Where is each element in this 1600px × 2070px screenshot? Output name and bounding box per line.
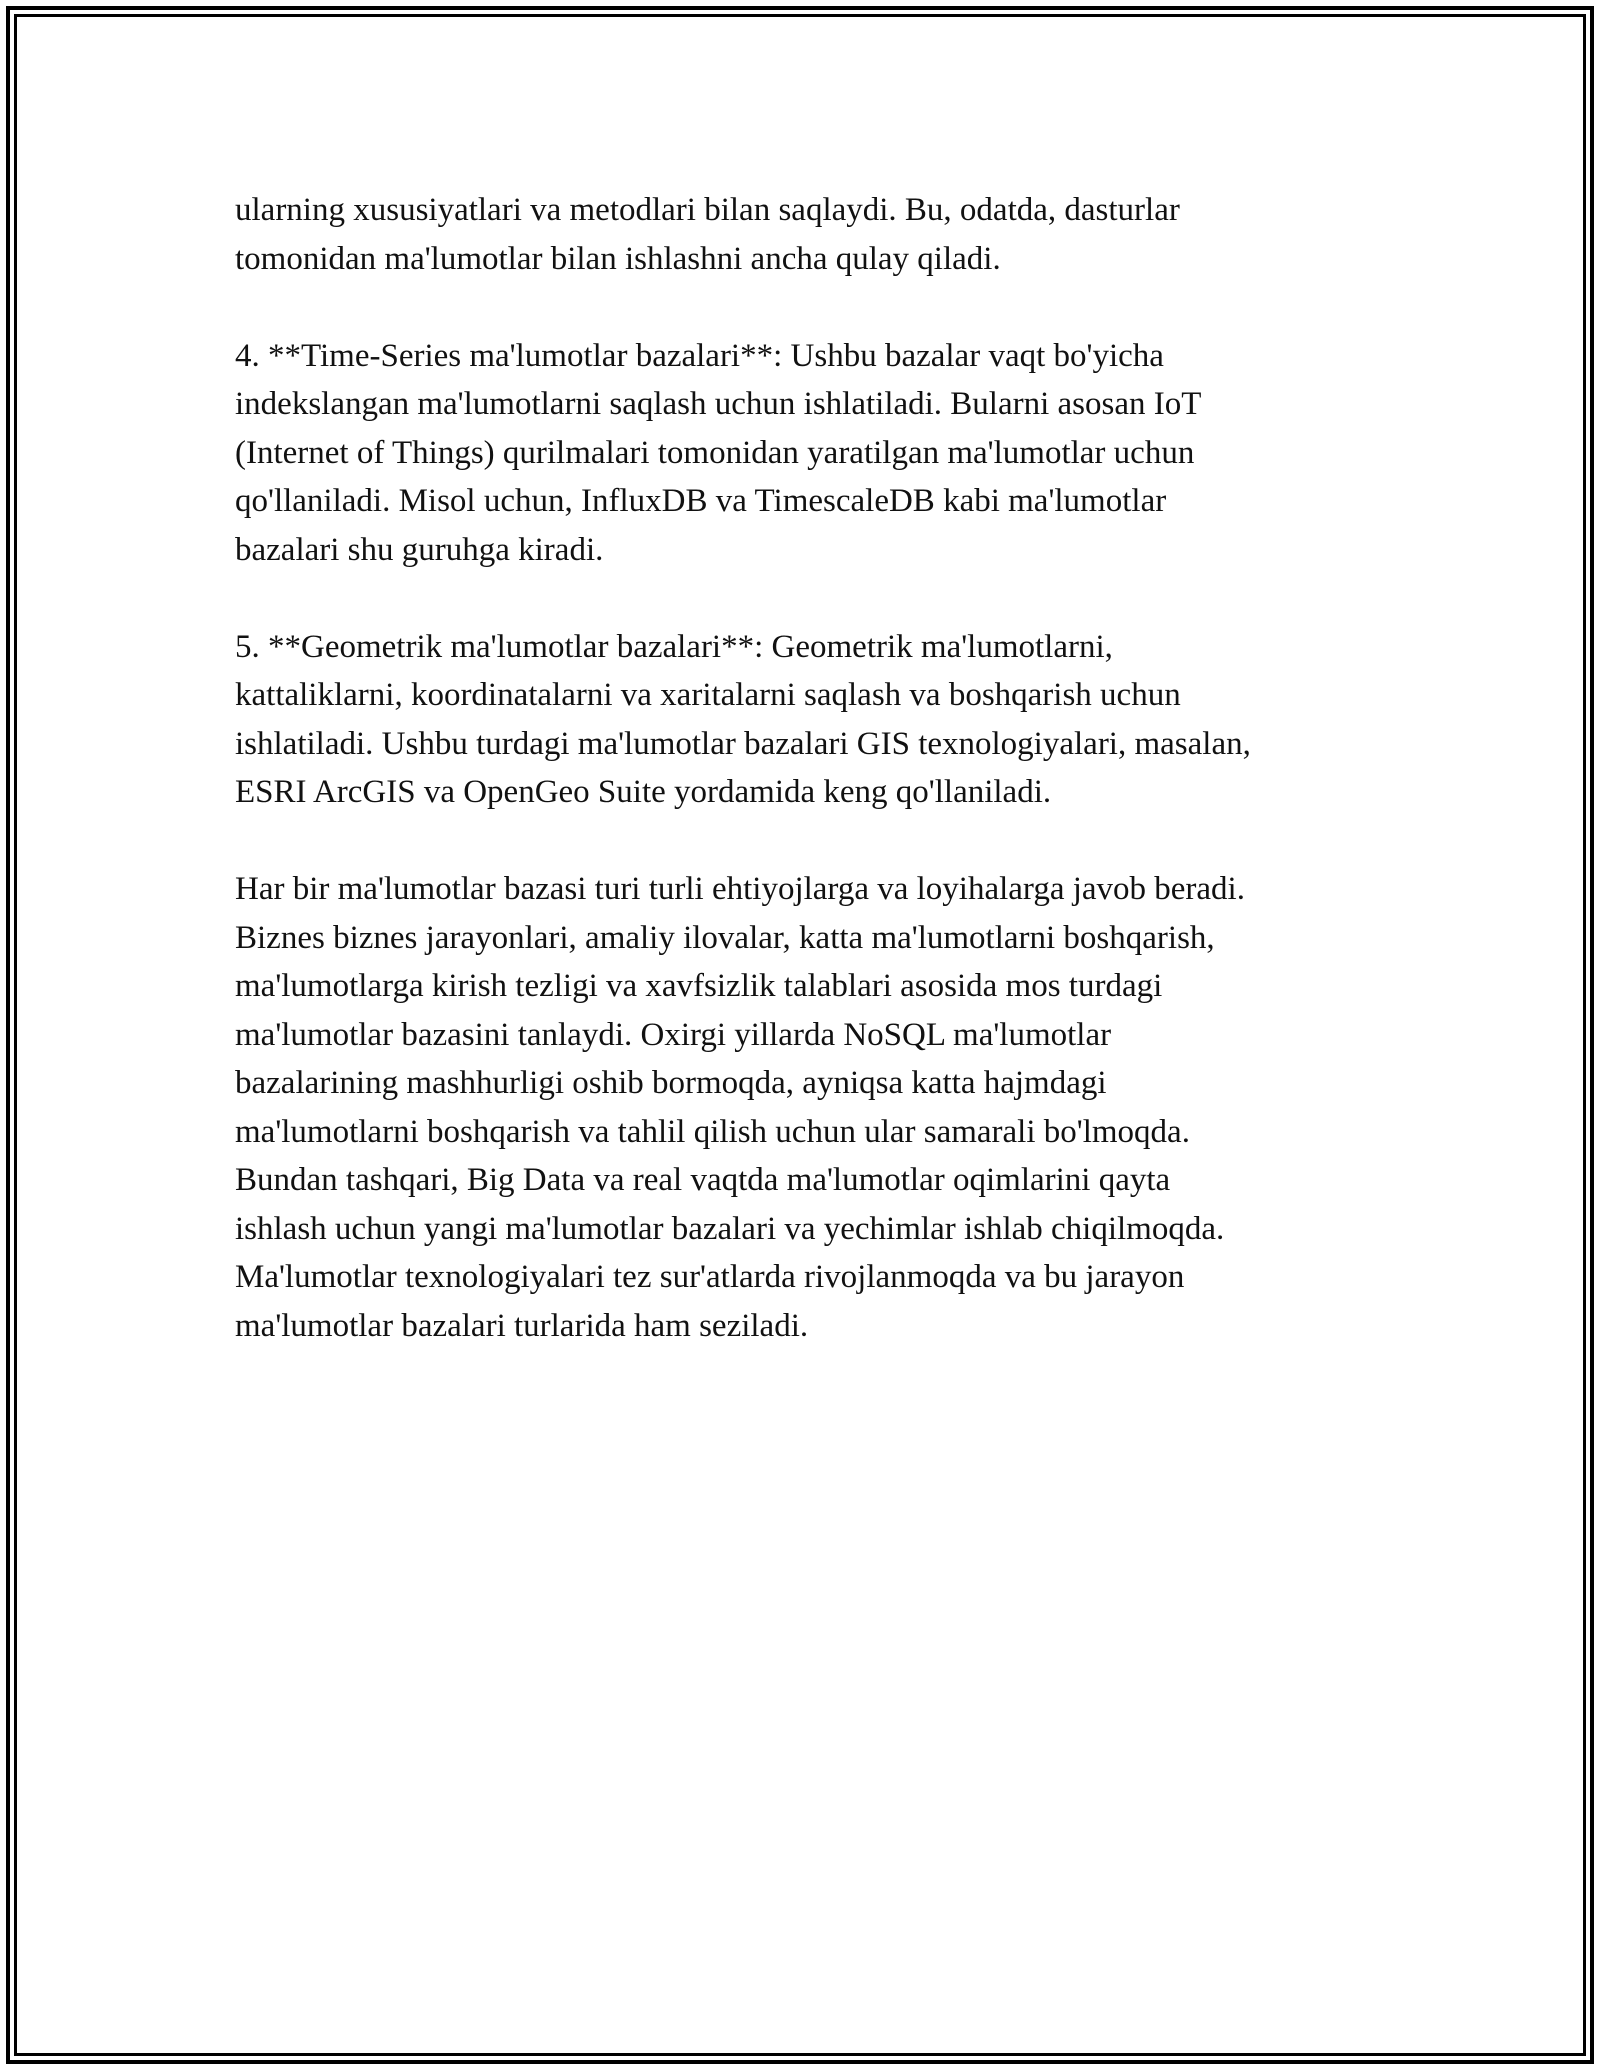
paragraph-intro-continuation: ularning xususiyatlari va metodlari bilan saqlaydi. Bu, odatda, dasturlar tomonidan ma'lumotlar bilan ishlashni ancha qulay qiladi. — [235, 192, 1180, 277]
paragraph-time-series: 4. **Time-Series ma'lumotlar bazalari**: Ushbu bazalar vaqt bo'yicha indekslangan ma'lumotlarni saqlash uchun ishlatiladi. Bularni asosan IoT (Internet of Things) qurilmalari tomonidan yaratilgan ma'lumotlar uchun qo'llaniladi. Misol uchun, InfluxDB va TimescaleDB kabi ma'lumotlar bazalari shu guruhga kiradi. — [235, 337, 1202, 568]
paragraph-conclusion: Har bir ma'lumotlar bazasi turi turli ehtiyojlarga va loyihalarga javob beradi. Biznes biznes jarayonlari, amaliy ilovalar, katta ma'lumotlarni boshqarish, ma'lumotlarga kirish tezligi va xavfsizlik talablari asosida mos turdagi ma'lumotlar bazasini tanlaydi. Oxirgi yillarda NoSQL ma'lumotlar bazalarining mashhurligi oshib bormoqda, ayniqsa katta hajmdagi ma'lumotlarni boshqarish va tahlil qilish uchun ular samarali bo'lmoqda. Bundan tashqari, Big Data va real vaqtda ma'lumotlar oqimlarini qayta ishlash uchun yangi ma'lumotlar bazalari va yechimlar ishlab chiqilmoqda. Ma'lumotlar texnologiyalari tez sur'atlarda rivojlanmoqda va bu jarayon ma'lumotlar bazalari turlarida ham seziladi. — [235, 871, 1245, 1344]
document-body — [235, 186, 1385, 1399]
paragraph-geometric: 5. **Geometrik ma'lumotlar bazalari**: Geometrik ma'lumotlarni, kattaliklarni, koordinatalarni va xaritalarni saqlash va boshqarish uchun ishlatiladi. Ushbu turdagi ma'lumotlar bazalari GIS texnologiyalari, masalan, ESRI ArcGIS va OpenGeo Suite yordamida keng qo'llaniladi. — [235, 628, 1251, 810]
